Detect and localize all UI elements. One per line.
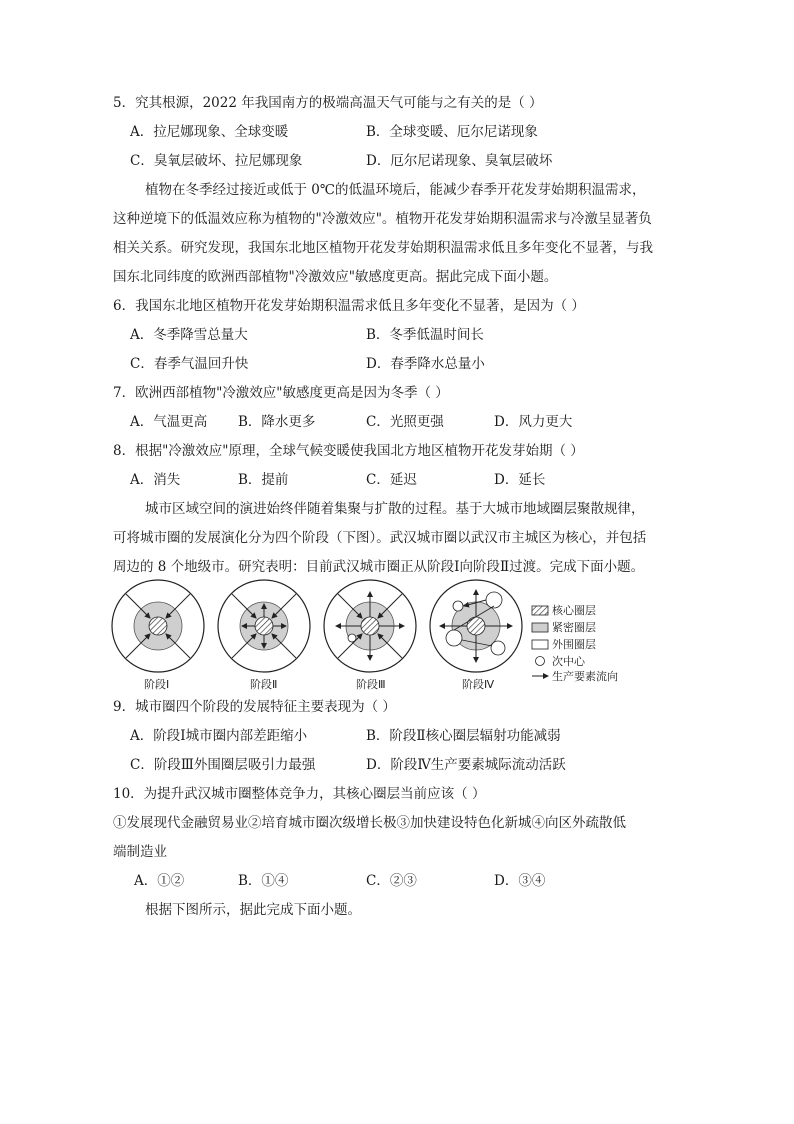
closing-instruction: 根据下图所示，据此完成下面小题。: [145, 902, 361, 918]
stage-label-2: 阶段Ⅱ: [250, 678, 278, 691]
q10-option-c: C．②③: [366, 873, 417, 889]
q6-option-a: A．冬季降雪总量大: [130, 327, 248, 343]
q6-option-c: C．春季气温回升快: [130, 356, 249, 372]
passage2-line: 周边的 8 个地级市。研究表明：目前武汉城市圈正从阶段Ⅰ向阶段Ⅱ过渡。完成下面小题。: [113, 559, 645, 575]
q10-items-line: ①发展现代金融贸易业②培育城市圈次级增长极③加快建设特色化新城④向区外疏散低: [113, 815, 626, 831]
q7-option-a: A．气温更高: [130, 414, 208, 430]
q9-stem: 9．城市圈四个阶段的发展特征主要表现为（ ）: [113, 699, 396, 715]
stage-3-diagram: [324, 580, 416, 672]
q9-option-a: A．阶段Ⅰ城市圈内部差距缩小: [130, 728, 308, 744]
legend-outer-swatch: [532, 640, 548, 649]
q10-option-a: A．①②: [134, 873, 185, 889]
passage2-line: 城市区域空间的演进始终伴随着集聚与扩散的过程。基于大城市地域圈层聚散规律，: [145, 501, 645, 517]
city-circle-stages-figure: [106, 578, 626, 692]
q7-option-b: B．降水更多: [238, 414, 316, 430]
stage-4-diagram: [430, 580, 522, 672]
stage-1-diagram: [112, 580, 204, 672]
q5-option-d: D．厄尔尼诺现象、臭氧层破坏: [366, 153, 553, 169]
q5-stem: 5．究其根源，2022 年我国南方的极端高温天气可能与之有关的是（ ）: [113, 95, 543, 111]
stage-label-1: 阶段Ⅰ: [144, 678, 170, 691]
figure-legend: [532, 603, 618, 683]
q10-items-line: 端制造业: [113, 844, 167, 860]
q9-option-d: D．阶段Ⅳ生产要素城际流动活跃: [366, 757, 566, 773]
passage1-line: 植物在冬季经过接近或低于 0℃的低温环境后，能减少春季开花发芽始期积温需求，: [145, 182, 646, 198]
q9-option-b: B．阶段Ⅱ核心圈层辐射功能减弱: [366, 728, 561, 744]
passage2-line: 可将城市圈的发展演化分为四个阶段（下图）。武汉城市圈以武汉市主城区为核心，并包括: [113, 530, 647, 546]
stage-label-4: 阶段Ⅳ: [462, 678, 495, 691]
stage-2-diagram: [218, 580, 310, 672]
legend-subcenter-swatch: [536, 657, 545, 666]
q8-stem: 8．根据"冷激效应"原理，全球气候变暖使我国北方地区植物开花发芽始期（ ）: [113, 443, 584, 459]
legend-core-swatch: [532, 606, 548, 615]
legend-close-label: 紧密圈层: [552, 621, 596, 634]
legend-outer-label: 外围圈层: [552, 638, 596, 651]
passage1-line: 相关关系。研究发现，我国东北地区植物开花发芽始期积温需求低且多年变化不显著，与我: [113, 240, 653, 256]
legend-flow-label: 生产要素流向: [552, 670, 618, 683]
q7-stem: 7．欧洲西部植物"冷激效应"敏感度更高是因为冬季（ ）: [113, 385, 449, 401]
q5-option-a: A．拉尼娜现象、全球变暖: [130, 124, 289, 140]
q6-option-b: B．冬季低温时间长: [366, 327, 484, 343]
q10-stem: 10．为提升武汉城市圈整体竞争力，其核心圈层当前应该（ ）: [113, 786, 486, 802]
legend-subcenter-label: 次中心: [552, 655, 585, 668]
passage1-line: 国东北同纬度的欧洲西部植物"冷激效应"敏感度更高。据此完成下面小题。: [113, 269, 558, 285]
q5-option-c: C．臭氧层破坏、拉尼娜现象: [130, 153, 303, 169]
stage-label-3: 阶段Ⅲ: [356, 678, 386, 691]
q6-stem: 6．我国东北地区植物开花发芽始期积温需求低且多年变化不显著，是因为（ ）: [113, 298, 585, 314]
q10-option-b: B．①④: [238, 873, 289, 889]
q10-option-d: D．③④: [494, 873, 546, 889]
q6-option-d: D．春季降水总量小: [366, 356, 485, 372]
q8-option-b: B．提前: [238, 472, 289, 488]
q9-option-c: C．阶段Ⅲ外围圈层吸引力最强: [130, 757, 316, 773]
q8-option-d: D．延长: [494, 472, 546, 488]
q7-option-d: D．风力更大: [494, 414, 573, 430]
passage1-line: 这种逆境下的低温效应称为植物的"冷激效应"。植物开花发芽始期积温需求与冷激呈显著负: [113, 211, 652, 227]
legend-core-label: 核心圈层: [552, 604, 596, 617]
legend-close-swatch: [532, 623, 548, 632]
q5-option-b: B．全球变暖、厄尔尼诺现象: [366, 124, 538, 140]
q7-option-c: C．光照更强: [366, 414, 444, 430]
q8-option-c: C．延迟: [366, 472, 417, 488]
q8-option-a: A．消失: [130, 472, 181, 488]
